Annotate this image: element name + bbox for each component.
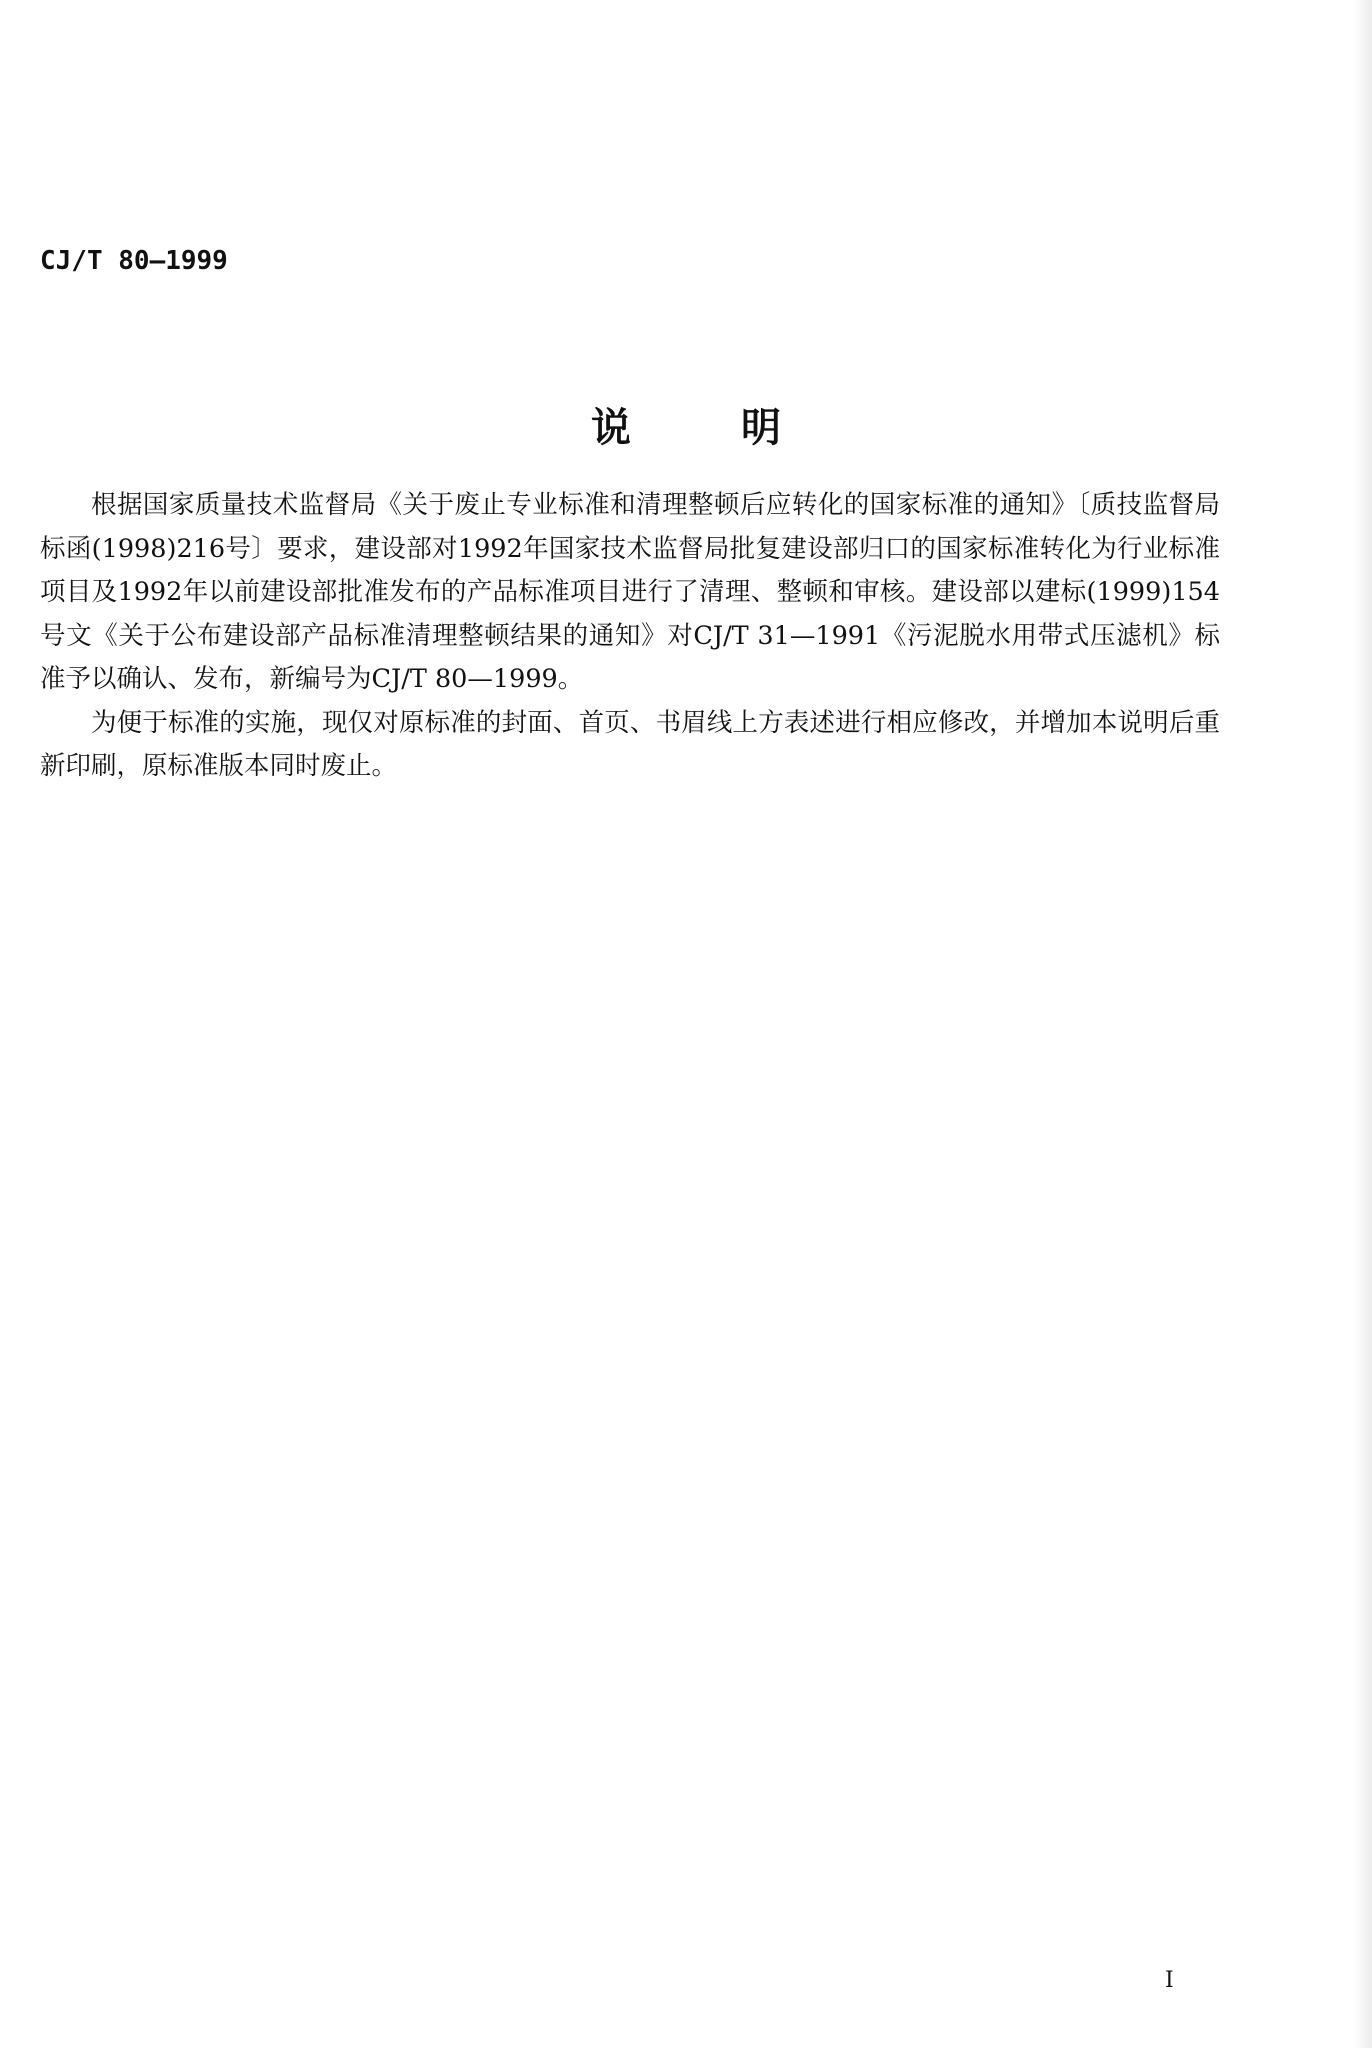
title-char-1: 说: [591, 405, 631, 451]
standard-number: CJ/T 80—1999: [40, 246, 228, 276]
title-char-2: 明: [741, 405, 781, 451]
page-number: I: [1165, 1968, 1174, 1993]
paragraph-2: 为便于标准的实施，现仅对原标准的封面、首页、书眉线上方表述进行相应修改，并增加本说明后重新印刷，原标准版本同时废止。: [40, 707, 1220, 781]
paragraph-1: 根据国家质量技术监督局《关于废止专业标准和清理整顿后应转化的国家标准的通知》〔质技监督局标函(1998)216号〕要求，建设部对1992年国家技术监督局批复建设部归口的国家标准转化为行业标准项目及1992年以前建设部批准发布的产品标准项目进行了清理、整顿和审核。建设部以建标(1999)154号文《关于公布建设部产品标准清理整顿结果的通知》对CJ/T 31—1991《污泥脱水用带式压滤机》标准予以确认、发布，新编号为CJ/T 80—1999。: [40, 490, 1220, 694]
scan-edge-shade: [1354, 0, 1372, 2048]
body-text: [40, 484, 1220, 789]
page-title: [0, 396, 1372, 453]
